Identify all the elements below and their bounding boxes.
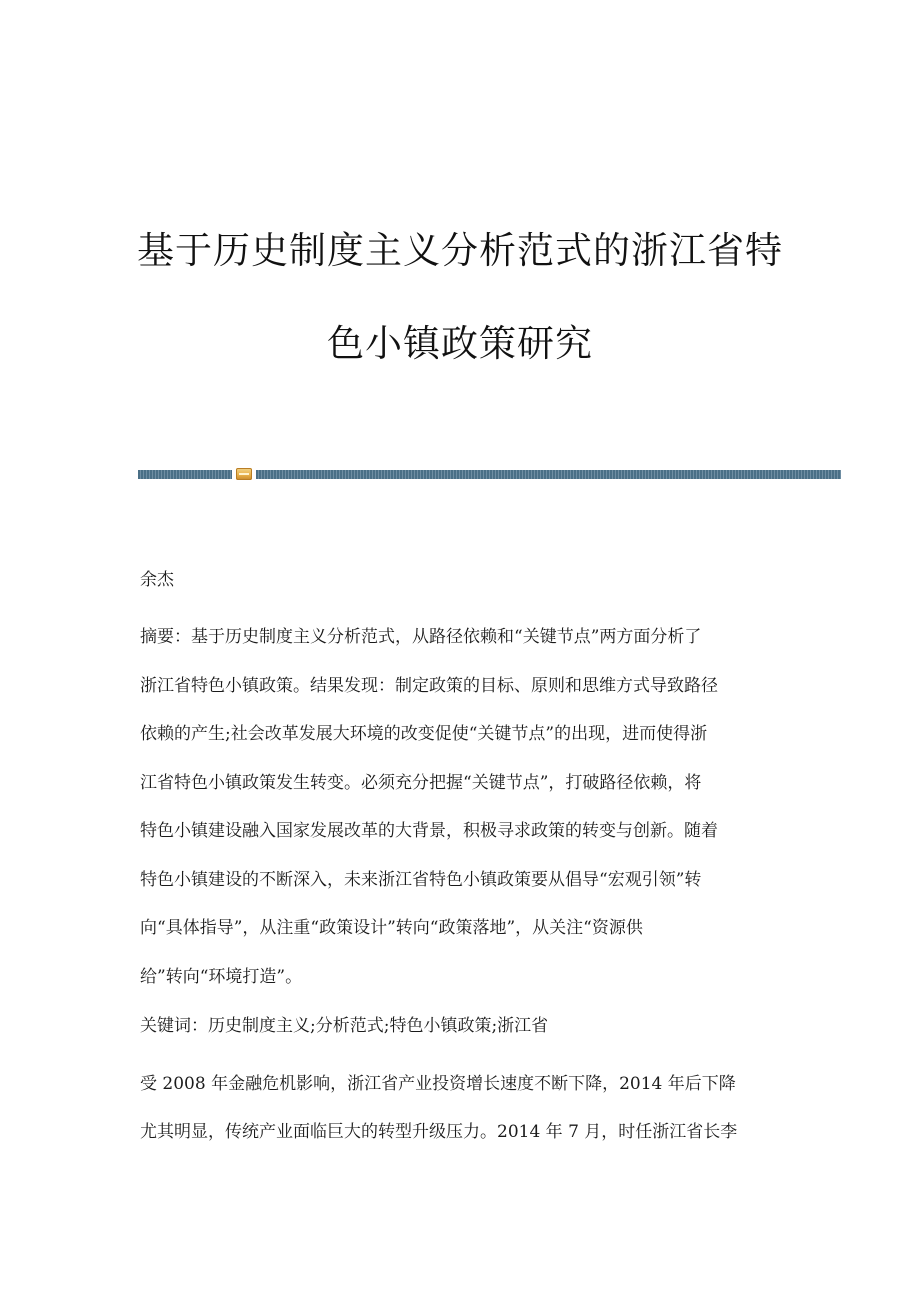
body-line: 尤其明显，传统产业面临巨大的转型升级压力。2014 年 7 月，时任浙江省长李 [140, 1122, 738, 1142]
paper-title-line-1: 基于历史制度主义分析范式的浙江省特 [137, 229, 783, 272]
abstract-line: 江省特色小镇政策发生转变。必须充分把握“关键节点”，打破路径依赖，将 [140, 772, 702, 793]
abstract [140, 625, 790, 989]
body-text [140, 1072, 790, 1144]
gold-emblem-icon [236, 468, 252, 480]
keywords: 关键词：历史制度主义;分析范式;特色小镇政策;浙江省 [140, 1016, 549, 1036]
divider-bar-left [138, 470, 232, 479]
abstract-line: 依赖的产生;社会改革发展大环境的改变促使“关键节点”的出现，进而使得浙 [140, 724, 708, 744]
paper-title-line-2: 色小镇政策研究 [327, 322, 593, 365]
section-divider [138, 470, 841, 479]
divider-bar-right [256, 470, 841, 479]
body-line: 受 2008 年金融危机影响，浙江省产业投资增长速度不断下降，2014 年后下降 [140, 1074, 736, 1094]
abstract-line: 特色小镇建设的不断深入，未来浙江省特色小镇政策要从倡导“宏观引领”转 [140, 869, 702, 890]
abstract-line: 向“具体指导”，从注重“政策设计”转向“政策落地”，从关注“资源供 [140, 918, 643, 938]
abstract-line: 摘要：基于历史制度主义分析范式，从路径依赖和“关键节点”两方面分析了 [140, 627, 702, 647]
abstract-line: 浙江省特色小镇政策。结果发现：制定政策的目标、原则和思维方式导致路径 [140, 675, 718, 696]
abstract-line: 特色小镇建设融入国家发展改革的大背景，积极寻求政策的转变与创新。随着 [140, 821, 718, 841]
abstract-line: 给”转向“环境打造”。 [140, 966, 303, 987]
author-name: 余杰 [140, 570, 174, 590]
